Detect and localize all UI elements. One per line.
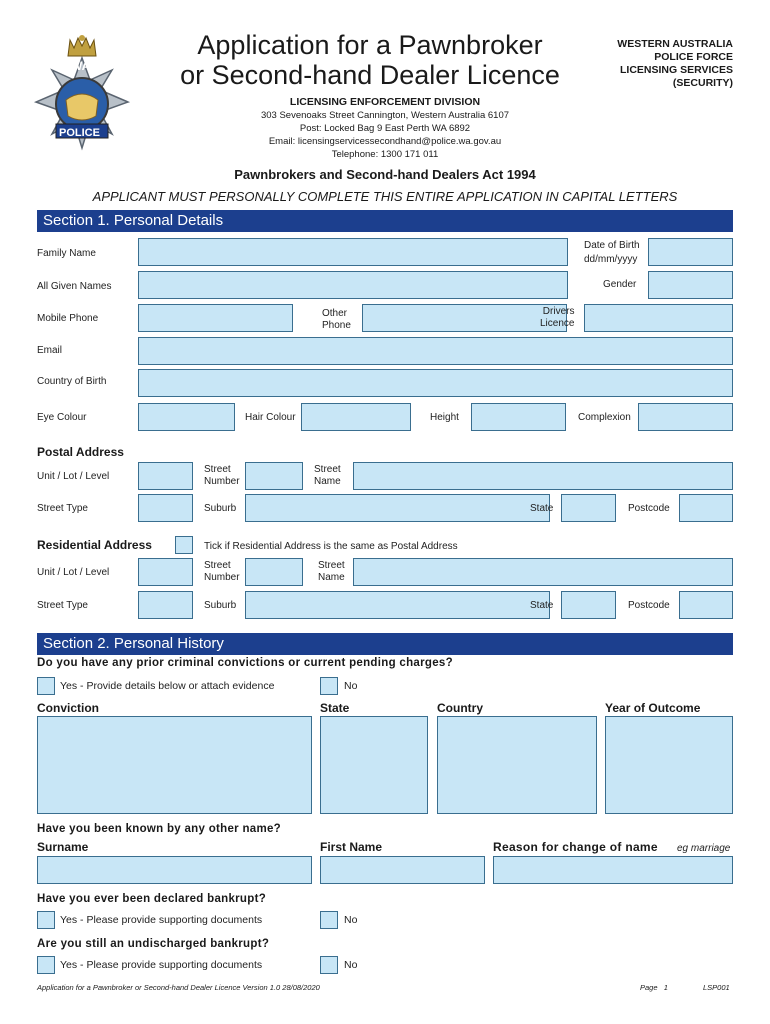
height-field[interactable] [471, 403, 566, 431]
family-name-label: Family Name [37, 248, 96, 259]
residential-street-type-field[interactable] [138, 591, 193, 619]
agency-line1: WESTERN AUSTRALIA [617, 38, 733, 50]
drivers-licence-label [540, 306, 574, 330]
given-names-field[interactable] [138, 271, 568, 299]
other-name-question: Have you been known by any other name? [37, 823, 282, 835]
other-phone-label [322, 308, 351, 332]
residential-state-label: State [530, 600, 554, 611]
conviction-country-field[interactable] [437, 716, 597, 814]
complexion-label: Complexion [578, 412, 631, 423]
family-name-field[interactable] [138, 238, 568, 266]
postal-suburb-label: Suburb [204, 503, 237, 514]
year-of-outcome-column-header: Year of Outcome [605, 701, 701, 715]
residential-street-name-label-line2: Name [318, 572, 345, 583]
residential-address-heading: Residential Address [37, 538, 152, 552]
postal-street-number-label-line2: Number [204, 476, 240, 487]
other-first-name-field[interactable] [320, 856, 485, 884]
crest-wa-text: WA [71, 59, 91, 73]
country-of-birth-label: Country of Birth [37, 376, 107, 387]
postal-street-number-label-line1: Street [204, 464, 231, 475]
residential-street-name-label [318, 560, 345, 584]
postal-street-name-label-line2: Name [314, 476, 341, 487]
reason-column-header: Reason for change of name [493, 840, 658, 854]
agency-block [590, 38, 733, 90]
section1-header [37, 210, 733, 232]
hair-colour-label: Hair Colour [245, 412, 296, 423]
contact-telephone: Telephone: 1300 171 011 [331, 149, 439, 160]
postal-street-type-label: Street Type [37, 503, 88, 514]
postal-street-number-label [204, 464, 240, 488]
dob-field[interactable] [648, 238, 733, 266]
postal-street-name-label [314, 464, 341, 488]
postal-street-number-field[interactable] [245, 462, 303, 490]
conviction-year-field[interactable] [605, 716, 733, 814]
footer-form-code: LSP001 [703, 983, 730, 992]
contact-email: Email: licensingservicessecondhand@police.wa.gov.au [268, 136, 502, 147]
other-surname-field[interactable] [37, 856, 312, 884]
residential-unit-label: Unit / Lot / Level [37, 567, 110, 578]
convictions-no-label: No [344, 680, 358, 692]
bankrupt-no-checkbox[interactable] [320, 911, 338, 929]
surname-column-header: Surname [37, 840, 89, 854]
bankrupt-question: Have you ever been declared bankrupt? [37, 893, 267, 905]
height-label: Height [430, 412, 459, 423]
complexion-field[interactable] [638, 403, 733, 431]
gender-field[interactable] [648, 271, 733, 299]
country-column-header: Country [437, 701, 483, 715]
instruction-text: APPLICANT MUST PERSONALLY COMPLETE THIS ENTIRE APPLICATION IN CAPITAL LETTERS [92, 189, 678, 204]
undischarged-yes-checkbox[interactable] [37, 956, 55, 974]
section1-title: Section 1. Personal Details [43, 212, 224, 229]
dob-label [584, 240, 640, 266]
residential-street-number-label-line1: Street [204, 560, 231, 571]
given-names-label: All Given Names [37, 281, 112, 292]
conviction-state-field[interactable] [320, 716, 428, 814]
section2-title: Section 2. Personal History [43, 635, 224, 652]
postal-street-name-label-line1: Street [314, 464, 341, 475]
gender-label: Gender [603, 279, 637, 290]
undischarged-no-checkbox[interactable] [320, 956, 338, 974]
state-column-header: State [320, 701, 350, 715]
undischarged-yes-label: Yes - Please provide supporting documents [60, 959, 263, 971]
postal-street-name-field[interactable] [353, 462, 733, 490]
residential-state-field[interactable] [561, 591, 616, 619]
undischarged-no-label: No [344, 959, 358, 971]
act-title: Pawnbrokers and Second-hand Dealers Act 1994 [234, 167, 536, 182]
page-title-line1: Application for a Pawnbroker [197, 30, 543, 60]
postal-state-label: State [530, 503, 554, 514]
same-as-postal-checkbox[interactable] [175, 536, 193, 554]
bankrupt-yes-checkbox[interactable] [37, 911, 55, 929]
drivers-licence-field[interactable] [584, 304, 733, 332]
other-phone-label-line2: Phone [322, 320, 351, 331]
section2-header [37, 633, 733, 655]
country-of-birth-field[interactable] [138, 369, 733, 397]
hair-colour-field[interactable] [301, 403, 411, 431]
residential-street-number-field[interactable] [245, 558, 303, 586]
residential-postcode-label: Postcode [628, 600, 670, 611]
division-name: LICENSING ENFORCEMENT DIVISION [289, 96, 481, 108]
postal-address: Post: Locked Bag 9 East Perth WA 6892 [299, 123, 471, 134]
mobile-phone-label: Mobile Phone [37, 313, 99, 324]
agency-line3: LICENSING SERVICES [620, 64, 733, 76]
first-name-column-header: First Name [320, 840, 383, 854]
residential-street-name-label-line1: Street [318, 560, 345, 571]
residential-street-number-label-line2: Number [204, 572, 240, 583]
postal-suburb-field[interactable] [245, 494, 550, 522]
bankrupt-no-label: No [344, 914, 358, 926]
mobile-phone-field[interactable] [138, 304, 293, 332]
residential-street-type-label: Street Type [37, 600, 88, 611]
agency-line2: POLICE FORCE [654, 51, 733, 63]
email-label: Email [37, 345, 63, 356]
street-address: 303 Sevenoaks Street Cannington, Western Australia 6107 [260, 110, 510, 121]
convictions-yes-checkbox[interactable] [37, 677, 55, 695]
postal-address-heading: Postal Address [37, 445, 124, 459]
agency-line4: (SECURITY) [672, 77, 733, 89]
postal-postcode-field[interactable] [679, 494, 733, 522]
dob-label-line1: Date of Birth [584, 240, 640, 251]
footer-form-name: Application for a Pawnbroker or Second-hand Dealer Licence Version 1.0 28/08/2020 [37, 983, 320, 992]
convictions-yes-label: Yes - Provide details below or attach evidence [60, 680, 275, 692]
crest-police-text: POLICE [59, 127, 100, 139]
bankrupt-yes-label: Yes - Please provide supporting documents [60, 914, 263, 926]
same-as-postal-label: Tick if Residential Address is the same as Postal Address [204, 541, 458, 552]
conviction-field[interactable] [37, 716, 312, 814]
residential-unit-field[interactable] [138, 558, 193, 586]
residential-suburb-field[interactable] [245, 591, 550, 619]
eye-colour-field[interactable] [138, 403, 235, 431]
page-title-line2: or Second-hand Dealer Licence [180, 60, 560, 90]
other-phone-label-line1: Other [322, 308, 348, 319]
postal-unit-field[interactable] [138, 462, 193, 490]
eye-colour-label: Eye Colour [37, 412, 87, 423]
dob-label-line2: dd/mm/yyyy [584, 254, 638, 265]
drivers-licence-label-line2: Licence [540, 318, 575, 329]
postal-unit-label: Unit / Lot / Level [37, 471, 110, 482]
residential-postcode-field[interactable] [679, 591, 733, 619]
postal-postcode-label: Postcode [628, 503, 670, 514]
postal-state-field[interactable] [561, 494, 616, 522]
convictions-question: Do you have any prior criminal convictions or current pending charges? [37, 657, 453, 669]
email-field[interactable] [138, 337, 733, 365]
convictions-no-checkbox[interactable] [320, 677, 338, 695]
drivers-licence-label-line1: Drivers [542, 306, 575, 317]
conviction-column-header: Conviction [37, 701, 99, 715]
residential-street-name-field[interactable] [353, 558, 733, 586]
reason-hint: eg marriage [677, 843, 731, 854]
reason-change-name-field[interactable] [493, 856, 733, 884]
residential-suburb-label: Suburb [204, 600, 237, 611]
residential-street-number-label [204, 560, 240, 584]
footer-page-number: Page 1 [640, 983, 668, 992]
postal-street-type-field[interactable] [138, 494, 193, 522]
undischarged-question: Are you still an undischarged bankrupt? [37, 938, 270, 950]
contact-block [180, 96, 590, 161]
other-phone-field[interactable] [362, 304, 567, 332]
